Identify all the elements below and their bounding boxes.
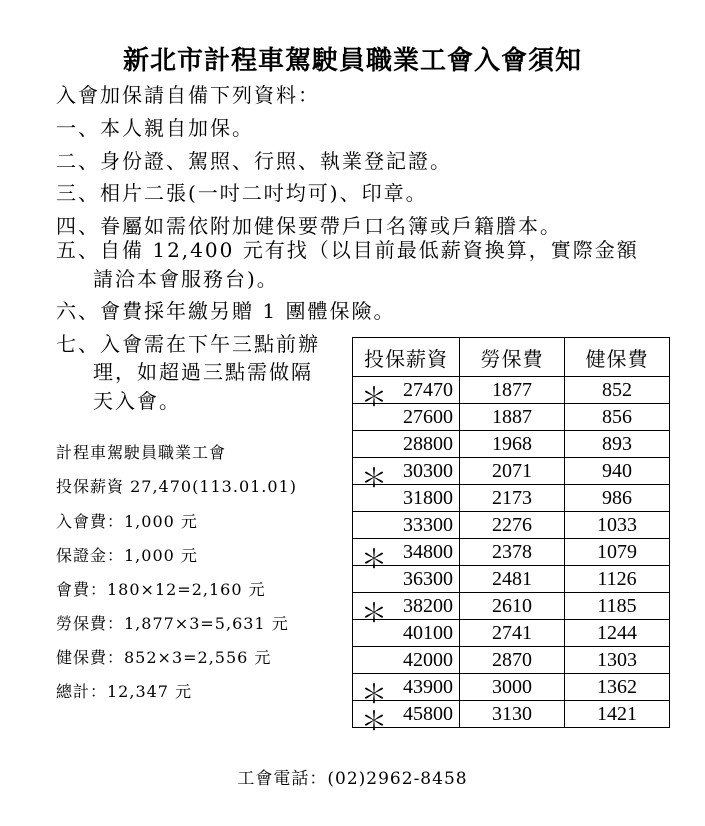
labor-insurance-cell: 2610 <box>460 593 565 620</box>
entry-fee-line: 入會費：1,000 元 <box>56 512 198 531</box>
insured-salary-value: 27470 <box>403 378 453 401</box>
insured-salary-cell <box>353 458 460 494</box>
insured-salary-value: 30300 <box>403 459 453 482</box>
health-insurance-cell: 893 <box>565 431 670 458</box>
health-insurance-cell: 1421 <box>565 701 670 728</box>
insured-salary-value: 31800 <box>403 486 453 509</box>
requirement-item-6: 六、會費採年繳另贈 1 團體保險。 <box>56 299 396 323</box>
requirement-item-5-cont: 請洽本會服務台)。 <box>93 267 279 291</box>
requirement-item-2: 二、身份證、駕照、行照、執業登記證。 <box>56 149 452 173</box>
health-insurance-cell: 1126 <box>565 566 670 593</box>
table-row <box>353 620 670 647</box>
requirement-item-7: 七、入會需在下午三點前辦 <box>56 332 320 356</box>
insured-salary-value: 40100 <box>403 621 453 644</box>
insured-salary-cell <box>353 431 460 458</box>
insured-salary-cell <box>353 485 460 512</box>
health-insurance-cell: 856 <box>565 404 670 431</box>
table-row <box>353 566 670 593</box>
header-health-insurance: 健保費 <box>565 338 670 377</box>
insured-salary-value: 38200 <box>403 594 453 617</box>
union-phone: 工會電話：(02)2962-8458 <box>237 769 468 789</box>
insured-salary-value: 33300 <box>403 513 453 536</box>
requirement-item-7-cont-1: 理，如超過三點需做隔 <box>93 360 313 384</box>
table-row <box>353 458 670 485</box>
health-insurance-cell: 1079 <box>565 539 670 566</box>
table-row <box>353 647 670 674</box>
labor-insurance-cell: 2741 <box>460 620 565 647</box>
star-mark: ＊ <box>361 707 388 737</box>
health-insurance-cell: 986 <box>565 485 670 512</box>
table-row <box>353 701 670 728</box>
insured-salary-line: 投保薪資 27,470(113.01.01) <box>56 477 297 496</box>
insured-salary-cell <box>353 674 460 710</box>
deposit-line: 保證金：1,000 元 <box>56 546 198 565</box>
insured-salary-cell <box>353 647 460 674</box>
health-insurance-cell: 1303 <box>565 647 670 674</box>
requirement-item-3: 三、相片二張(一吋二吋均可)、印章。 <box>56 181 428 205</box>
insurance-fee-table <box>352 337 670 737</box>
labor-insurance-cell: 2870 <box>460 647 565 674</box>
labor-insurance-cell: 2276 <box>460 512 565 539</box>
health-insurance-cell: 940 <box>565 458 670 485</box>
insured-salary-value: 42000 <box>403 648 453 671</box>
requirement-item-1: 一、本人親自加保。 <box>56 116 254 140</box>
insured-salary-value: 43900 <box>403 675 453 698</box>
insured-salary-cell <box>353 701 460 737</box>
table-row <box>353 593 670 620</box>
table-row <box>353 404 670 431</box>
star-mark: ＊ <box>361 680 388 710</box>
insured-salary-cell <box>353 620 460 647</box>
table-row <box>353 485 670 512</box>
star-mark: ＊ <box>361 383 388 413</box>
labor-insurance-cell: 3130 <box>460 701 565 728</box>
union-name: 計程車駕駛員職業工會 <box>56 443 227 462</box>
labor-insurance-cell: 3000 <box>460 674 565 701</box>
labor-insurance-cell: 1887 <box>460 404 565 431</box>
labor-insurance-cell: 2173 <box>460 485 565 512</box>
intro-text: 入會加保請自備下列資料： <box>56 83 320 107</box>
insured-salary-cell <box>353 512 460 539</box>
header-insured-salary: 投保薪資 <box>353 338 460 377</box>
health-insurance-cell: 1362 <box>565 674 670 701</box>
insured-salary-value: 28800 <box>403 432 453 455</box>
health-insurance-cell: 852 <box>565 377 670 404</box>
star-mark: ＊ <box>361 545 388 575</box>
insured-salary-value: 34800 <box>403 540 453 563</box>
labor-insurance-cell: 1877 <box>460 377 565 404</box>
insured-salary-cell <box>353 566 460 593</box>
table-row <box>353 377 670 404</box>
header-labor-insurance: 勞保費 <box>460 338 565 377</box>
table-row <box>353 674 670 701</box>
requirement-item-7-cont-2: 天入會。 <box>93 389 181 413</box>
table-row <box>353 431 670 458</box>
health-insurance-cell: 1244 <box>565 620 670 647</box>
table-row <box>353 539 670 566</box>
labor-insurance-cell: 1968 <box>460 431 565 458</box>
star-mark: ＊ <box>361 599 388 629</box>
page-title: 新北市計程車駕駛員職業工會入會須知 <box>122 46 582 76</box>
table-header-row <box>353 338 670 377</box>
insured-salary-cell <box>353 404 460 431</box>
table-row <box>353 512 670 539</box>
labor-insurance-cell: 2481 <box>460 566 565 593</box>
star-mark: ＊ <box>361 464 388 494</box>
insured-salary-value: 36300 <box>403 567 453 590</box>
health-insurance-line: 健保費：852×3=2,556 元 <box>56 648 272 667</box>
labor-insurance-line: 勞保費：1,877×3=5,631 元 <box>56 614 289 633</box>
labor-insurance-cell: 2378 <box>460 539 565 566</box>
health-insurance-cell: 1033 <box>565 512 670 539</box>
health-insurance-cell: 1185 <box>565 593 670 620</box>
insured-salary-cell <box>353 377 460 413</box>
requirement-item-5: 五、自備 12,400 元有找（以目前最低薪資換算，實際金額 <box>56 238 639 262</box>
insured-salary-value: 45800 <box>403 702 453 725</box>
requirement-item-4: 四、眷屬如需依附加健保要帶戶口名簿或戶籍謄本。 <box>56 214 562 238</box>
labor-insurance-cell: 2071 <box>460 458 565 485</box>
dues-line: 會費：180×12=2,160 元 <box>56 580 266 599</box>
insured-salary-cell <box>353 593 460 629</box>
total-line: 總計：12,347 元 <box>56 682 193 701</box>
insured-salary-value: 27600 <box>403 405 453 428</box>
insured-salary-cell <box>353 539 460 575</box>
